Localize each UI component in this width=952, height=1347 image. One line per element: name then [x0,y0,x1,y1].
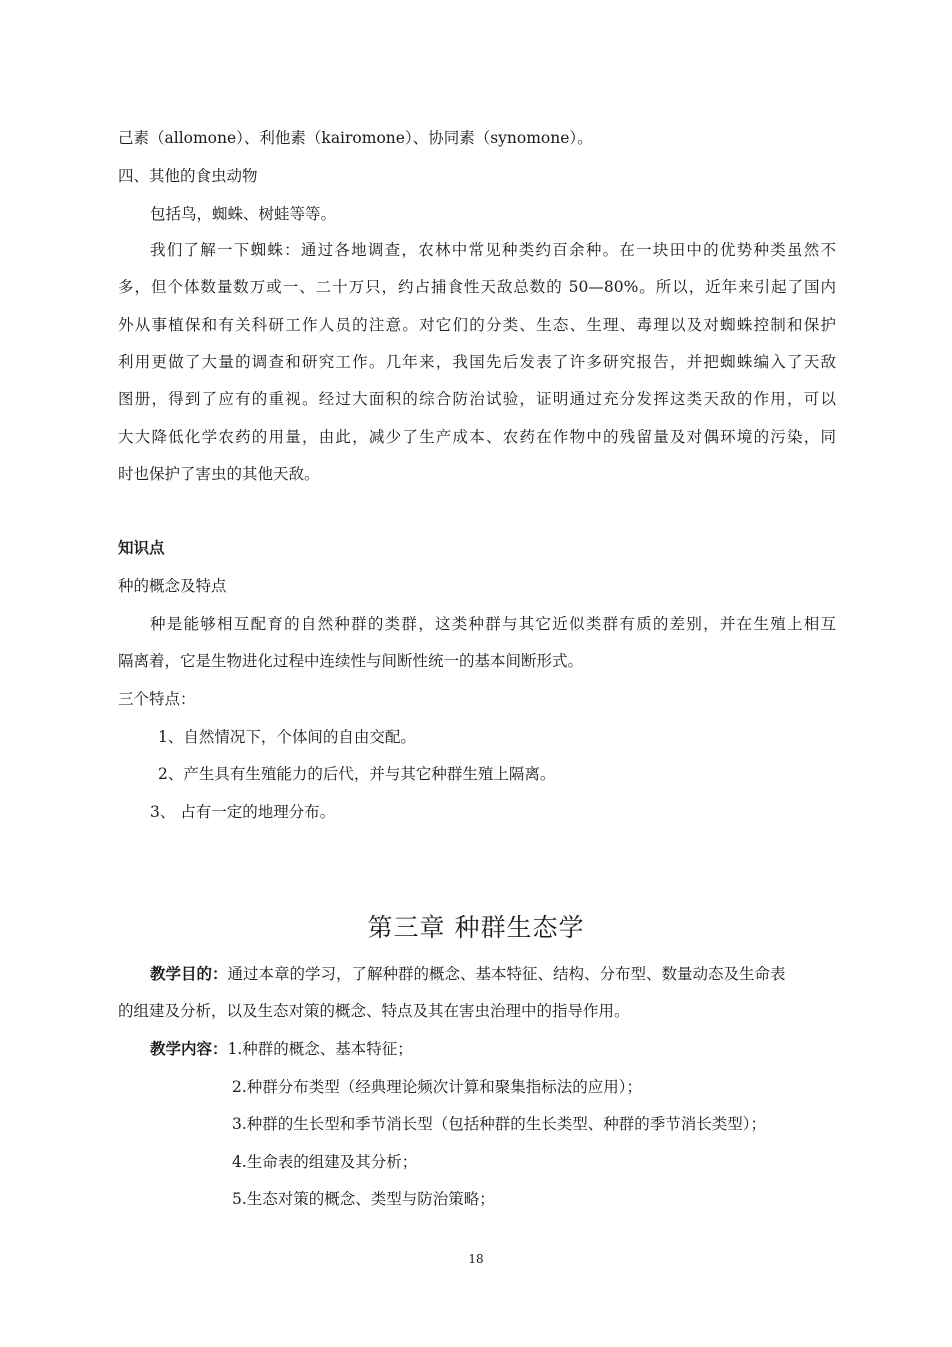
knowledge-para-line-1: 种是能够相互配育的自然种群的类群，这类种群与其它近似类群有质的差别，并在生殖上相互 [150,615,836,633]
trait-item-1: 1、自然情况下，个体间的自由交配。 [158,728,416,746]
objective-line-2: 的组建及分析，以及生态对策的概念、特点及其在害虫治理中的指导作用。 [118,1002,630,1020]
content-item-4: 4.生命表的组建及其分析； [232,1153,418,1171]
knowledge-subheading: 种的概念及特点 [118,577,227,595]
content-item-5: 5.生态对策的概念、类型与防治策略； [232,1190,495,1208]
objective-label: 教学目的： [150,965,228,983]
content-label: 教学内容： [150,1040,228,1058]
knowledge-para-line-2: 隔离着，它是生物进化过程中连续性与间断性统一的基本间断形式。 [118,652,584,670]
section-four-para-line-4: 利用更做了大量的调查和研究工作。几年来，我国先后发表了许多研究报告，并把蜘蛛编入了天敌 [118,353,836,371]
section-four-para-line-1: 我们了解一下蜘蛛：通过各地调查，农林中常见种类约百余种。在一块田中的优势种类虽然不 [150,241,836,259]
content-item-1: 1.种群的概念、基本特征； [227,1040,413,1058]
trait-item-2: 2、产生具有生殖能力的后代，并与其它种群生殖上隔离。 [158,765,556,783]
section-four-para-line-7: 时也保护了害虫的其他天敌。 [118,465,320,483]
section-four-para-line-2: 多，但个体数量数万或一、二十万只，约占捕食性天敌总数的 50—80%。所以，近年来引起了国内 [118,278,836,296]
section-four-para-line-6: 大大降低化学农药的用量，由此，减少了生产成本、农药在作物中的残留量及对偶环境的污染，同 [118,428,836,446]
page-number: 18 [468,1252,484,1266]
objective-text: 通过本章的学习，了解种群的概念、基本特征、结构、分布型、数量动态及生命表 [227,965,786,983]
section-four-intro: 包括鸟，蜘蛛、树蛙等等。 [150,205,337,223]
traits-heading: 三个特点： [118,690,196,708]
trait-item-3: 3、 占有一定的地理分布。 [150,803,336,821]
content-item-3: 3.种群的生长型和季节消长型（包括种群的生长类型、种群的季节消长类型）； [232,1115,767,1133]
section-four-para-line-5: 图册，得到了应有的重视。经过大面积的综合防治试验，证明通过充分发挥这类天敌的作用，可以 [118,390,836,408]
knowledge-heading: 知识点 [118,539,165,557]
pheromone-line: 己素（allomone）、利他素（kairomone）、协同素（synomone）。 [118,129,593,147]
chapter-title: 第三章 种群生态学 [367,913,585,942]
content-line-1 [150,1039,413,1059]
section-four-heading: 四、其他的食虫动物 [118,167,258,185]
content-item-2: 2.种群分布类型（经典理论频次计算和聚集指标法的应用）； [232,1078,643,1096]
section-four-para-line-3: 外从事植保和有关科研工作人员的注意。对它们的分类、生态、生理、毒理以及对蜘蛛控制和保护 [118,316,836,334]
objective-line-1 [150,964,786,984]
